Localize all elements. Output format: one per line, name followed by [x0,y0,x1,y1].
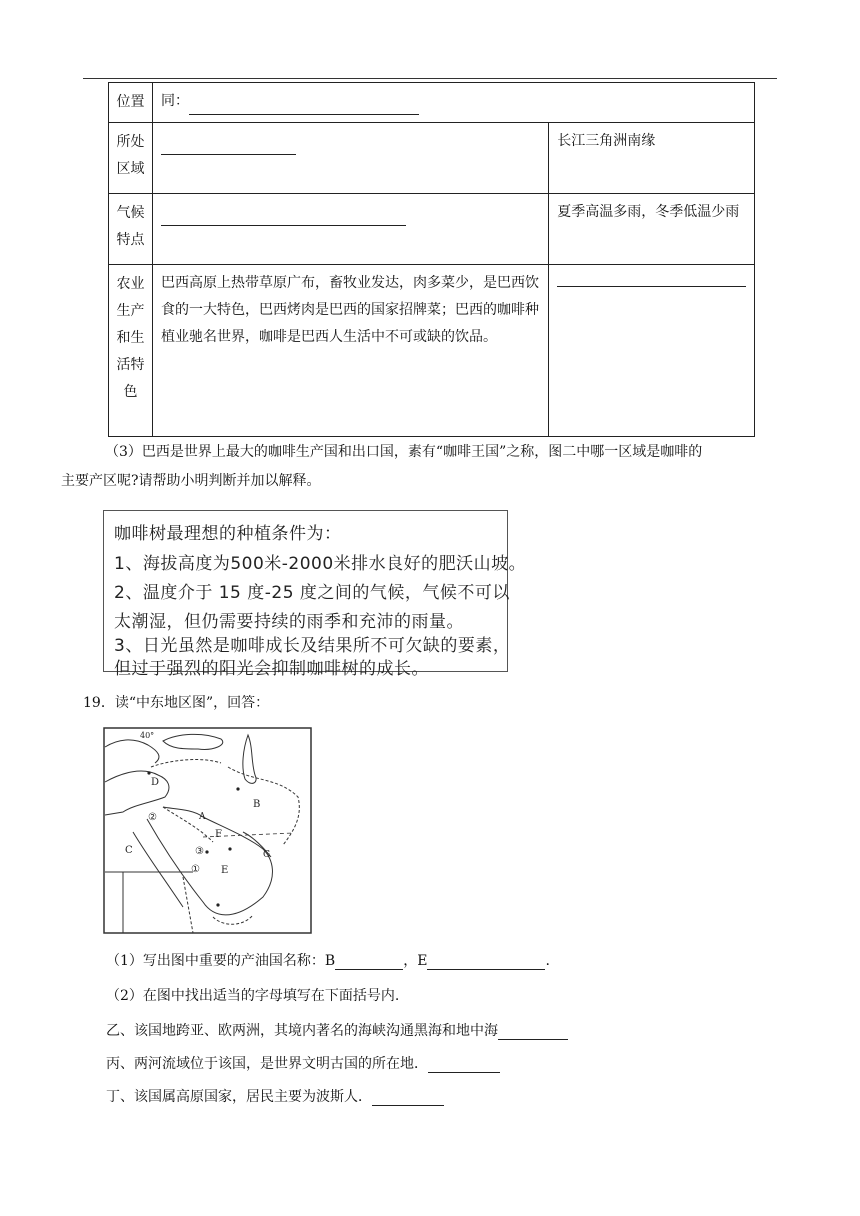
map-svg [103,727,312,934]
answer-blank-bing[interactable] [428,1058,500,1073]
agriculture-cell: 巴西高原上热带草原广布，畜牧业发达，肉多菜少，是巴西饮食的一大特色，巴西烤肉是巴西的国家招牌菜；巴西的咖啡种植业驰名世界，咖啡是巴西人生活中不可或缺的饮品。 [153,265,549,437]
coffee-line4: 3、日光虽然是咖啡成长及结果所不可欠缺的要素， [114,636,511,656]
coffee-line5: 但过于强烈的阳光会抑制咖啡树的成长。 [114,659,429,679]
map-label-a: A [199,812,206,822]
answer-blank[interactable] [161,211,406,226]
table-row [109,194,755,265]
answer-blank[interactable] [161,140,296,155]
coffee-line1: 1、海拔高度为500米-2000米排水良好的肥沃山坡。 [114,554,527,574]
map-label-2: ② [148,812,157,823]
coffee-line3: 太潮湿，但仍需要持续的雨季和充沛的雨量。 [114,612,464,632]
row-header-location: 位置 [109,83,153,123]
map-label-g: G [263,850,271,860]
table-row [109,265,755,437]
region-cell [153,123,549,194]
row-header-region: 所处区域 [109,123,153,194]
q1-text-c: . [545,953,550,969]
question-19-2: （2）在图中找出适当的字母填写在下面括号内. [106,988,400,1004]
row-header-climate: 气候特点 [109,194,153,265]
comparison-table [108,82,755,437]
map-label-e: E [221,865,229,876]
answer-blank-e[interactable] [427,955,545,970]
answer-blank[interactable] [189,100,419,115]
ding-text: 丁、该国属高原国家，居民主要为波斯人． [106,1089,372,1105]
q1-text-b: ，E [403,953,428,969]
location-prefix: 同： [161,93,190,109]
coffee-line2: 2、温度介于 15 度-25 度之间的气候，气候不可以 [114,583,510,603]
map-degree-label: 40° [140,731,155,740]
q1-text-a: （1）写出图中重要的产油国名称：B [106,953,336,969]
table-row [109,123,755,194]
question-19-1 [106,950,550,970]
map-label-d: D [151,777,160,788]
map-label-1: ① [191,864,200,875]
coffee-conditions-image [103,510,527,679]
map-label-f: F [215,829,222,840]
table-row [109,83,755,123]
answer-blank[interactable] [557,272,746,287]
q3-line1: （3）巴西是世界上最大的咖啡生产国和出口国，素有“咖啡王国”之称，图二中哪一区域是咖啡的 [105,444,703,460]
agriculture-right-cell [549,265,755,437]
coffee-title: 咖啡树最理想的种植条件为： [114,524,342,544]
question-bing [106,1053,500,1073]
map-label-c: C [125,845,133,856]
answer-blank-yi[interactable] [498,1025,568,1040]
region-right-cell: 长江三角洲南缘 [549,123,755,194]
climate-cell [153,194,549,265]
middle-east-map [103,727,312,934]
bing-text: 丙、两河流域位于该国，是世界文明古国的所在地． [106,1056,428,1072]
row-header-agriculture: 农业生产和生活特色 [109,265,153,437]
question-3 [61,438,783,496]
yi-text: 乙、该国地跨亚、欧两洲，其境内著名的海峡沟通黑海和地中海 [106,1023,498,1039]
location-cell [153,83,755,123]
answer-blank-ding[interactable] [372,1091,444,1106]
map-label-3: ③ [195,846,204,857]
question-19-title: 19．读“中东地区图”，回答： [83,695,270,711]
question-ding [106,1086,444,1106]
question-yi [106,1020,568,1040]
map-label-b: B [253,799,261,810]
header-rule [83,78,777,79]
climate-right-cell: 夏季高温多雨，冬季低温少雨 [549,194,755,265]
answer-blank-b[interactable] [335,955,403,970]
q3-line2: 主要产区呢?请帮助小明判断并加以解释。 [61,473,321,489]
